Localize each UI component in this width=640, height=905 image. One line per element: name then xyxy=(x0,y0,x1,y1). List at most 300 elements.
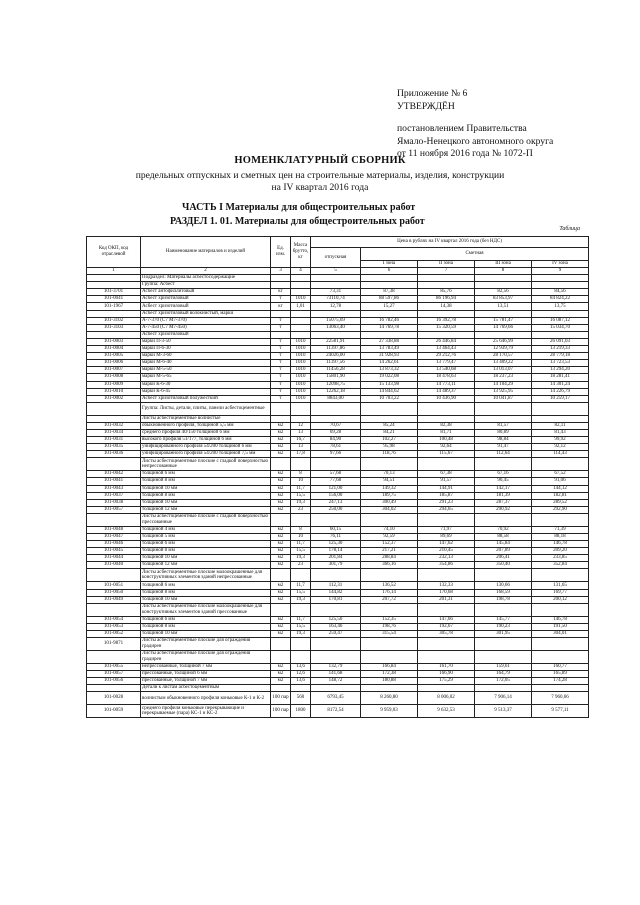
row-zone3-price: 290,92 xyxy=(475,506,532,513)
row-release-price: 70,67 xyxy=(311,422,361,429)
table-row xyxy=(87,526,589,533)
row-zone4-price: 146,78 xyxy=(532,616,589,623)
row-zone1-price xyxy=(361,651,418,664)
row-zone2-price xyxy=(418,569,475,582)
row-zone3-price: 98,84 xyxy=(475,437,532,444)
row-code xyxy=(87,402,141,415)
row-zone1-price: 366,16 xyxy=(361,562,418,569)
row-name: марки П-6-30 xyxy=(141,346,271,353)
row-code: 101-0009 xyxy=(87,381,141,388)
row-unit: кг xyxy=(271,289,291,296)
row-name: толщиной 12 мм xyxy=(141,506,271,513)
row-zone1-price xyxy=(361,275,418,282)
col-unit-header: Ед. изм. xyxy=(271,237,291,268)
row-zone4-price xyxy=(532,458,589,471)
row-zone4-price: 200,12 xyxy=(532,596,589,603)
row-zone3-price: 13 925,95 xyxy=(475,388,532,395)
row-code xyxy=(87,513,141,526)
row-zone3-price: 83 853,97 xyxy=(475,296,532,303)
row-release-price: 259,47 xyxy=(311,630,361,637)
row-zone3-price: 112,64 xyxy=(475,451,532,458)
row-name: Асбест хризотиловый xyxy=(141,296,271,303)
table-row xyxy=(87,289,589,296)
row-zone3-price xyxy=(475,458,532,471)
row-zone3-price: 9 513,37 xyxy=(475,705,532,718)
table-row xyxy=(87,429,589,436)
row-zone1-price: 84,21 xyxy=(361,429,418,436)
row-zone4-price: 292,90 xyxy=(532,506,589,513)
row-zone4-price: 13 219,33 xyxy=(532,346,589,353)
row-zone3-price xyxy=(475,513,532,526)
table-row xyxy=(87,360,589,367)
row-release-price: 13063,40 xyxy=(311,324,361,331)
row-unit: м2 xyxy=(271,623,291,630)
row-zone2-price: 14 489,37 xyxy=(418,388,475,395)
row-code: 101-0052 xyxy=(87,630,141,637)
row-mass: 13 xyxy=(291,444,311,451)
row-unit xyxy=(271,638,291,651)
row-zone2-price: 91,57 xyxy=(418,478,475,485)
row-release-price: 132,79 xyxy=(311,664,361,671)
row-zone2-price: 13 779,47 xyxy=(418,360,475,367)
row-code: 101-0050 xyxy=(87,589,141,596)
row-zone2-price: 294,65 xyxy=(418,506,475,513)
table-row xyxy=(87,437,589,444)
row-name: Подраздел: Материалы асбестосодержащие xyxy=(141,275,271,282)
row-mass xyxy=(291,289,311,296)
row-zone2-price: 175,29 xyxy=(418,678,475,685)
row-name: толщиной 10 мм xyxy=(141,485,271,492)
row-mass: 1010 xyxy=(291,367,311,374)
row-code: 101-0057 xyxy=(87,506,141,513)
row-zone3-price xyxy=(475,310,532,317)
table-row xyxy=(87,651,589,664)
row-zone2-price xyxy=(418,331,475,338)
row-unit xyxy=(271,415,291,422)
table-row xyxy=(87,353,589,360)
row-mass: 15,5 xyxy=(291,623,311,630)
row-unit xyxy=(271,402,291,415)
row-release-price: 84,90 xyxy=(311,437,361,444)
row-zone3-price: 14 769,66 xyxy=(475,324,532,331)
row-release-price: 24026,00 xyxy=(311,353,361,360)
row-zone1-price xyxy=(361,603,418,616)
row-mass xyxy=(291,603,311,616)
row-unit: т xyxy=(271,296,291,303)
table-row xyxy=(87,346,589,353)
row-zone2-price: 166,90 xyxy=(418,671,475,678)
row-zone4-price: 144,12 xyxy=(532,485,589,492)
row-zone1-price: 13 783,49 xyxy=(361,346,418,353)
table-row xyxy=(87,422,589,429)
row-zone2-price xyxy=(418,275,475,282)
row-zone4-price xyxy=(532,275,589,282)
row-release-price: 60,15 xyxy=(311,526,361,533)
col-code-header: Код ОКП, код отраслевой xyxy=(87,237,141,268)
table-row xyxy=(87,395,589,402)
row-unit: т xyxy=(271,395,291,402)
row-code: 101-0053 xyxy=(87,623,141,630)
row-mass: 13,6 xyxy=(291,678,311,685)
row-zone1-price: 85,24 xyxy=(361,422,418,429)
row-zone1-price: 304,02 xyxy=(361,506,418,513)
row-mass: 23 xyxy=(291,506,311,513)
row-mass xyxy=(291,415,311,422)
row-code: 101-0041 xyxy=(87,478,141,485)
row-zone3-price xyxy=(475,651,532,664)
row-release-price xyxy=(311,638,361,651)
row-zone3-price: 67,16 xyxy=(475,471,532,478)
row-code: 101-0028 xyxy=(87,692,141,705)
row-mass: 12,6 xyxy=(291,671,311,678)
row-mass: 15,5 xyxy=(291,589,311,596)
row-zone2-price xyxy=(418,282,475,289)
table-row xyxy=(87,388,589,395)
row-zone3-price: 18 237,23 xyxy=(475,374,532,381)
row-zone1-price: 166,84 xyxy=(361,664,418,671)
row-zone1-price xyxy=(361,310,418,317)
row-zone1-price: 152,37 xyxy=(361,541,418,548)
table-row xyxy=(87,582,589,589)
row-unit xyxy=(271,569,291,582)
row-zone1-price: 102,27 xyxy=(361,437,418,444)
row-zone3-price xyxy=(475,638,532,651)
row-zone2-price: 92,64 xyxy=(418,444,475,451)
table-row xyxy=(87,603,589,616)
row-unit: м2 xyxy=(271,478,291,485)
row-unit: м2 xyxy=(271,422,291,429)
col-num: 8 xyxy=(475,268,532,275)
row-zone1-price: 118,76 xyxy=(361,451,418,458)
row-release-price xyxy=(311,310,361,317)
row-release-price: 156,00 xyxy=(311,492,361,499)
row-name: толщиной 12 мм xyxy=(141,562,271,569)
row-name: Асбест хризотиловый полужесткий xyxy=(141,395,271,402)
row-name: Асбест хризотиловый xyxy=(141,303,271,310)
row-zone2-price: 9 632,53 xyxy=(418,705,475,718)
row-code: 101-0036 xyxy=(87,451,141,458)
row-release-price: 141,68 xyxy=(311,671,361,678)
col-zone4-header: IV зона xyxy=(532,260,589,267)
row-zone4-price: 191,50 xyxy=(532,623,589,630)
row-zone1-price: 315,54 xyxy=(361,630,418,637)
row-release-price xyxy=(311,513,361,526)
row-name: толщиной 6 мм xyxy=(141,616,271,623)
row-code: 101-0032 xyxy=(87,422,141,429)
row-zone4-price xyxy=(532,513,589,526)
row-mass: 11,7 xyxy=(291,485,311,492)
row-zone3-price: 28 170,57 xyxy=(475,353,532,360)
row-unit: м2 xyxy=(271,562,291,569)
row-mass: 10 xyxy=(291,534,311,541)
table-row xyxy=(87,616,589,623)
row-zone2-price: 14,38 xyxy=(418,303,475,310)
row-zone3-price xyxy=(475,275,532,282)
row-code: 101-0008 xyxy=(87,374,141,381)
table-row xyxy=(87,548,589,555)
row-zone2-price xyxy=(418,651,475,664)
row-zone3-price: 190,23 xyxy=(475,623,532,630)
row-unit: м2 xyxy=(271,671,291,678)
row-unit xyxy=(271,651,291,664)
row-zone4-price: 15 034,70 xyxy=(532,324,589,331)
row-unit: т xyxy=(271,353,291,360)
row-zone3-price xyxy=(475,603,532,616)
row-unit: м2 xyxy=(271,534,291,541)
table-row xyxy=(87,541,589,548)
table-row xyxy=(87,367,589,374)
row-zone2-price: 354,86 xyxy=(418,562,475,569)
row-zone2-price: 201,31 xyxy=(418,596,475,603)
row-zone3-price: 81,57 xyxy=(475,422,532,429)
row-name: Группа: Асбест xyxy=(141,282,271,289)
row-release-price xyxy=(311,331,361,338)
row-code: 101-9871 xyxy=(87,638,141,651)
row-release-price: 125,30 xyxy=(311,541,361,548)
row-code: 101-0002 xyxy=(87,395,141,402)
row-name: марки П-3-50 xyxy=(141,338,271,345)
row-zone4-price: 160,77 xyxy=(532,664,589,671)
row-code: 101-0006 xyxy=(87,360,141,367)
column-number-row xyxy=(87,268,589,275)
row-zone1-price: 172,38 xyxy=(361,671,418,678)
row-zone1-price: 198,76 xyxy=(361,623,418,630)
row-name: волнистым обыкновенного профиля коньковые К-1 и К-2 xyxy=(141,692,271,705)
row-release-price: 6793,45 xyxy=(311,692,361,705)
row-name: Листы асбестоцементные плоские для ограждения градирен xyxy=(141,638,271,651)
row-zone2-price xyxy=(418,458,475,471)
table-row xyxy=(87,282,589,289)
row-zone1-price: 31 928,93 xyxy=(361,353,418,360)
row-zone3-price: 14 104,29 xyxy=(475,381,532,388)
row-name: толщиной 8 мм xyxy=(141,478,271,485)
row-zone2-price xyxy=(418,402,475,415)
row-mass xyxy=(291,638,311,651)
row-code: 101-0037 xyxy=(87,492,141,499)
row-name: среднего профиля коньковые перекрывающие и перекрываемые (пара) КС-1 и КС-2 xyxy=(141,705,271,718)
row-zone2-price: 170,68 xyxy=(418,589,475,596)
row-unit xyxy=(271,513,291,526)
row-unit: т xyxy=(271,317,291,324)
row-zone1-price xyxy=(361,282,418,289)
row-zone3-price: 7 906,14 xyxy=(475,692,532,705)
row-unit: м2 xyxy=(271,451,291,458)
table-row xyxy=(87,562,589,569)
document-subtitle-2: на IV квартал 2016 года xyxy=(271,182,369,193)
row-zone4-price: 13,75 xyxy=(532,303,589,310)
row-code: 101-0034 xyxy=(87,429,141,436)
row-unit: т xyxy=(271,367,291,374)
row-zone1-price: 95,98 xyxy=(361,444,418,451)
row-zone2-price: 147,66 xyxy=(418,616,475,623)
row-release-price: 78,61 xyxy=(311,444,361,451)
row-code: 101-3102 xyxy=(87,317,141,324)
row-mass xyxy=(291,310,311,317)
row-zone1-price: 88 597,86 xyxy=(361,296,418,303)
table-row xyxy=(87,275,589,282)
row-zone2-price xyxy=(418,603,475,616)
row-zone2-price xyxy=(418,638,475,651)
table-row xyxy=(87,303,589,310)
row-release-price: 163,46 xyxy=(311,623,361,630)
row-release-price xyxy=(311,415,361,422)
row-zone1-price: 14 769,78 xyxy=(361,324,418,331)
row-name: толщиной 6 мм xyxy=(141,582,271,589)
table-row xyxy=(87,444,589,451)
row-zone2-price: 161,70 xyxy=(418,664,475,671)
row-mass: 19,3 xyxy=(291,596,311,603)
row-unit: м2 xyxy=(271,541,291,548)
row-unit: кг xyxy=(271,303,291,310)
row-zone2-price: 82,38 xyxy=(418,422,475,429)
row-mass: 1010 xyxy=(291,374,311,381)
row-mass: 1800 xyxy=(291,705,311,718)
table-row xyxy=(87,471,589,478)
row-code: 101-0043 xyxy=(87,485,141,492)
row-release-price xyxy=(311,458,361,471)
row-zone2-price xyxy=(418,513,475,526)
row-code: 101-0040 xyxy=(87,562,141,569)
row-zone4-price: 67,52 xyxy=(532,471,589,478)
row-code: 101-0035 xyxy=(87,444,141,451)
row-unit: м2 xyxy=(271,429,291,436)
row-zone3-price: 142,17 xyxy=(475,485,532,492)
row-zone4-price: 13 294,20 xyxy=(532,367,589,374)
row-name: Асбест хризотиловый xyxy=(141,331,271,338)
row-zone4-price: 82,11 xyxy=(532,422,589,429)
row-zone1-price: 87,38 xyxy=(361,289,418,296)
row-name: высокого профиля 51/177, толщиной 6 мм xyxy=(141,437,271,444)
row-zone3-price xyxy=(475,331,532,338)
row-zone3-price: 25 646,99 xyxy=(475,338,532,345)
col-num: 2 xyxy=(141,268,271,275)
row-mass: 13,6 xyxy=(291,664,311,671)
row-release-price: 12098,75 xyxy=(311,381,361,388)
row-name: марки М-6-40 xyxy=(141,360,271,367)
row-mass: 23 xyxy=(291,562,311,569)
row-zone2-price: 13 540,68 xyxy=(418,367,475,374)
row-release-price: 250,00 xyxy=(311,506,361,513)
row-zone1-price: 13 873,32 xyxy=(361,367,418,374)
row-unit: м2 xyxy=(271,630,291,637)
row-zone3-price: 168,59 xyxy=(475,589,532,596)
row-unit: т xyxy=(271,346,291,353)
row-mass: 16,7 xyxy=(291,437,311,444)
row-zone4-price: 233,85 xyxy=(532,555,589,562)
row-zone4-price: 9 577,11 xyxy=(532,705,589,718)
row-zone4-price: 92,12 xyxy=(532,444,589,451)
row-code: 101-0049 xyxy=(87,596,141,603)
row-zone3-price: 12 939,79 xyxy=(475,346,532,353)
row-zone3-price: 207,89 xyxy=(475,548,532,555)
row-release-price: 73,31 xyxy=(311,289,361,296)
col-zone3-header: III зона xyxy=(475,260,532,267)
row-mass: 8 xyxy=(291,526,311,533)
row-code xyxy=(87,275,141,282)
row-name: толщиной 5 мм xyxy=(141,534,271,541)
row-zone1-price xyxy=(361,331,418,338)
row-mass xyxy=(291,685,311,692)
row-name: обыкновенного профиля, толщиной 5,5 мм xyxy=(141,422,271,429)
table-label: Таблица xyxy=(559,226,580,232)
row-zone2-price: 81,71 xyxy=(418,429,475,436)
row-name: Группа: Листы, детали, плиты, панели асбестоцементные xyxy=(141,402,271,415)
row-release-price: 148,72 xyxy=(311,678,361,685)
row-code xyxy=(87,282,141,289)
row-code xyxy=(87,603,141,616)
table-row xyxy=(87,478,589,485)
row-release-price xyxy=(311,569,361,582)
table-row xyxy=(87,317,589,324)
row-zone4-price: 114,43 xyxy=(532,451,589,458)
row-unit xyxy=(271,275,291,282)
table-row xyxy=(87,499,589,506)
col-num: 9 xyxy=(532,268,589,275)
col-num: 7 xyxy=(418,268,475,275)
row-zone3-price xyxy=(475,685,532,692)
row-zone1-price: 27 338,88 xyxy=(361,338,418,345)
row-mass xyxy=(291,324,311,331)
table-row xyxy=(87,623,589,630)
row-mass: 1010 xyxy=(291,395,311,402)
row-release-price: 73110,74 xyxy=(311,296,361,303)
row-zone3-price: 159,61 xyxy=(475,664,532,671)
col-release-header: отпускная xyxy=(311,248,361,268)
row-zone4-price: 169,77 xyxy=(532,589,589,596)
row-mass: 1010 xyxy=(291,388,311,395)
row-code: 101-0045 xyxy=(87,548,141,555)
row-unit: м2 xyxy=(271,485,291,492)
row-zone4-price: 16 087,12 xyxy=(532,317,589,324)
row-unit xyxy=(271,282,291,289)
row-release-price: 12262,18 xyxy=(311,388,361,395)
row-mass: 12 xyxy=(291,422,311,429)
row-release-price: 12,78 xyxy=(311,303,361,310)
row-zone2-price: 132,33 xyxy=(418,582,475,589)
row-name: Листы асбестоцементные волнистые xyxy=(141,415,271,422)
row-release-price: 178,14 xyxy=(311,548,361,555)
row-release-price: 247,13 xyxy=(311,499,361,506)
row-zone4-price: 14 301,24 xyxy=(532,381,589,388)
row-mass xyxy=(291,458,311,471)
col-name-header: Наименование материалов и изделий xyxy=(141,237,271,268)
row-release-price: 170,81 xyxy=(311,596,361,603)
table-row xyxy=(87,513,589,526)
row-zone1-price: 149,32 xyxy=(361,485,418,492)
row-zone4-price: 18 281,41 xyxy=(532,374,589,381)
row-mass xyxy=(291,317,311,324)
row-zone2-price: 89,69 xyxy=(418,534,475,541)
col-mass-header: Масса брутто, кг xyxy=(291,237,311,268)
row-mass: 15,5 xyxy=(291,548,311,555)
row-unit: м2 xyxy=(271,506,291,513)
row-zone3-price: 164,79 xyxy=(475,671,532,678)
table-row xyxy=(87,296,589,303)
row-zone2-price xyxy=(418,685,475,692)
row-code: 101-0005 xyxy=(87,353,141,360)
col-zone2-header: II зона xyxy=(418,260,475,267)
col-num: 1 xyxy=(87,268,141,275)
row-zone3-price: 145,77 xyxy=(475,616,532,623)
row-mass: 11,7 xyxy=(291,582,311,589)
row-zone2-price xyxy=(418,310,475,317)
row-zone2-price: 185,87 xyxy=(418,492,475,499)
document-title: НОМЕНКЛАТУРНЫЙ СБОРНИК xyxy=(234,155,406,166)
row-code: 101-0042 xyxy=(87,471,141,478)
row-zone3-price: 350,40 xyxy=(475,562,532,569)
table-row xyxy=(87,451,589,458)
row-zone3-price: 287,37 xyxy=(475,499,532,506)
